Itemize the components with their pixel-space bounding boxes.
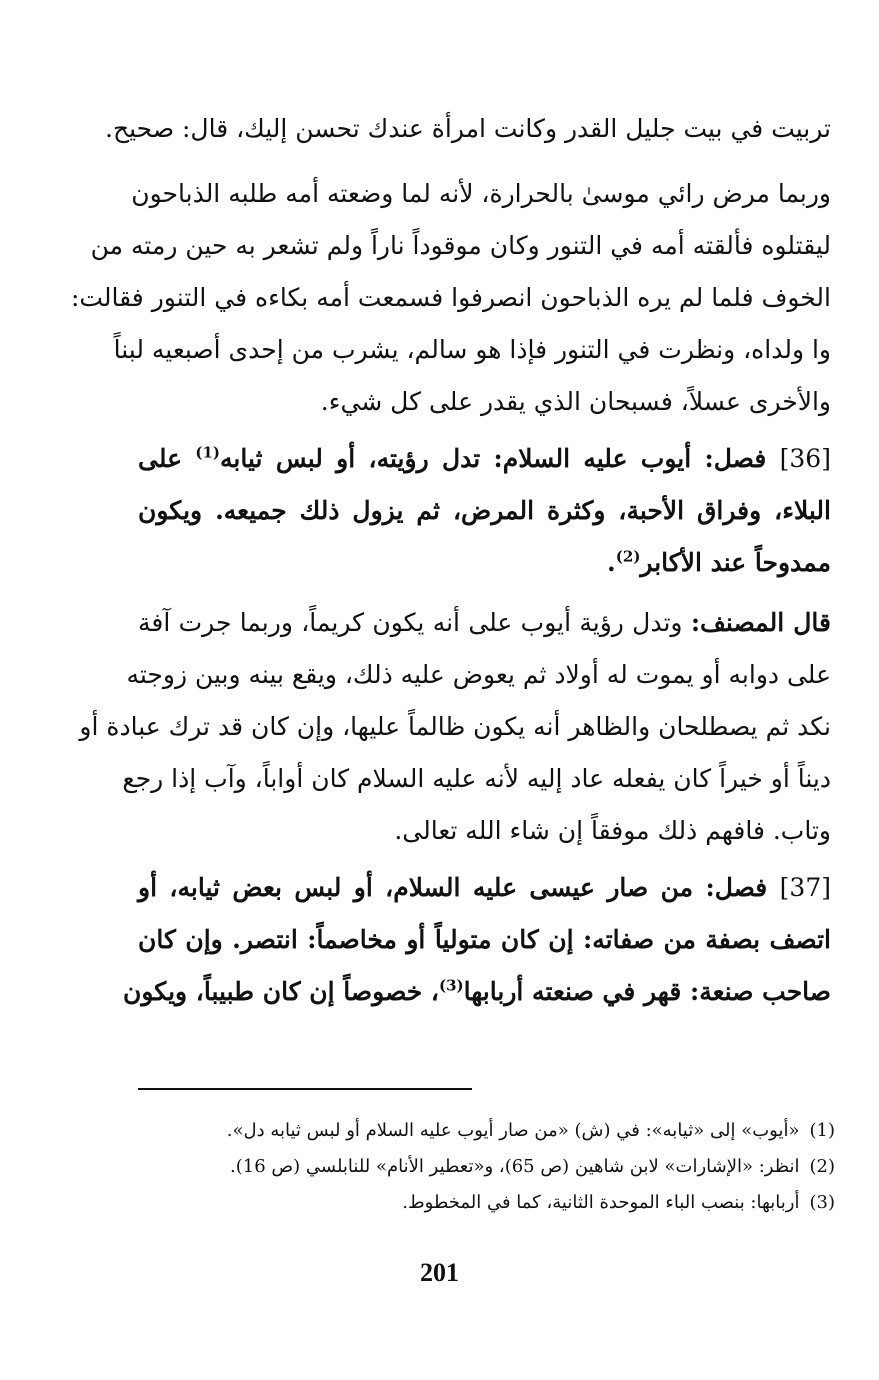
text-line	[138, 597, 831, 649]
text-line	[138, 433, 831, 485]
section-36	[138, 433, 831, 589]
text-line: والأخرى عسلاً، فسبحان الذي يقدر على كل شيء.	[320, 387, 831, 416]
paragraph-2	[70, 168, 831, 428]
text-run: .	[607, 548, 616, 577]
footnote-text: أربابها: بنصب الباء الموحدة الثانية، كما في المخطوط.	[402, 1192, 800, 1213]
paragraph-4	[79, 597, 831, 857]
author-keyword: قال المصنف:	[690, 608, 831, 637]
footnote-mark: (2)	[809, 1156, 835, 1177]
text-line: ليقتلوه فألقته أمه في التنور وكان موقوداً ناراً ولم تشعر به حين رمته من	[90, 231, 831, 260]
section-number: [37]	[779, 873, 831, 902]
section-number: [36]	[779, 444, 831, 473]
text-line: على دوابه أو يموت له أولاد ثم يعوض عليه ذلك، ويقع بينه وبين زوجته	[126, 660, 831, 689]
footnote-mark: (1)	[809, 1120, 835, 1141]
text-line: تربيت في بيت جليل القدر وكانت امرأة عندك تحسن إليك، قال: صحيح.	[105, 114, 831, 143]
text-run: ممدوحاً عند الأكابر	[640, 548, 831, 577]
footnote-text: انظر: «الإشارات» لابن شاهين (ص 65)، و«تعطير الأنام» للنابلسي (ص 16).	[230, 1156, 800, 1177]
footnote-text: «أيوب» إلى «ثيابه»: في (ش) «من صار أيوب عليه السلام أو لبس ثيابه دل».	[226, 1120, 800, 1141]
text-line	[138, 862, 831, 914]
text-line: نكد ثم يصطلحان والظاهر أنه يكون ظالماً عليها، وإن كان قد ترك عبادة أو	[79, 712, 831, 741]
text-line: ديناً أو خيراً كان يفعله عاد إليه لأنه عليه السلام كان أواباً، وآب إذا رجع	[122, 764, 831, 793]
text-run: ، خصوصاً إن كان طبيباً، ويكون	[122, 977, 439, 1006]
footnote-1	[138, 1114, 835, 1148]
footnote-3	[138, 1186, 835, 1220]
text-run: أيوب عليه السلام: تدل رؤيته، أو لبس ثيابه	[220, 444, 692, 473]
footnote-mark: (3)	[809, 1192, 835, 1213]
text-line	[138, 537, 831, 589]
footnote-2	[138, 1150, 835, 1184]
footnote-separator	[138, 1088, 472, 1090]
text-run: من صار عيسى عليه السلام، أو لبس بعض ثيابه، أو	[138, 873, 694, 902]
text-line	[122, 966, 831, 1018]
text-line: وا ولداه، ونظرت في التنور فإذا هو سالم، يشرب من إحدى أصبعيه لبناً	[113, 335, 831, 364]
page-number: 201	[420, 1258, 459, 1287]
text-line: وتاب. فافهم ذلك موفقاً إن شاء الله تعالى.	[394, 816, 831, 845]
section-keyword: فصل:	[705, 873, 768, 902]
text-line: البلاء، وفراق الأحبة، وكثرة المرض، ثم يزول ذلك جميعه. ويكون	[138, 496, 831, 525]
paragraph-1	[105, 103, 831, 155]
text-run: على	[138, 444, 183, 473]
footnote-ref: (1)	[195, 443, 221, 462]
text-line: اتصف بصفة من صفاته: إن كان متولياً أو مخاصماً: انتصر. وإن كان	[138, 925, 831, 954]
section-keyword: فصل:	[704, 444, 767, 473]
text-run: صاحب صنعة: قهر في صنعته أربابها	[463, 977, 831, 1006]
section-37	[122, 862, 831, 1018]
text-run: وتدل رؤية أيوب على أنه يكون كريماً، وربما جرت آفة	[138, 608, 683, 637]
text-line: وربما مرض رائي موسىٰ بالحرارة، لأنه لما وضعته أمه طلبه الذباحون	[131, 179, 831, 208]
footnote-ref: (3)	[438, 976, 464, 995]
text-line: الخوف فلما لم يره الذباحون انصرفوا فسمعت أمه بكاءه في التنور فقالت:	[70, 283, 831, 312]
footnote-ref: (2)	[615, 547, 641, 566]
